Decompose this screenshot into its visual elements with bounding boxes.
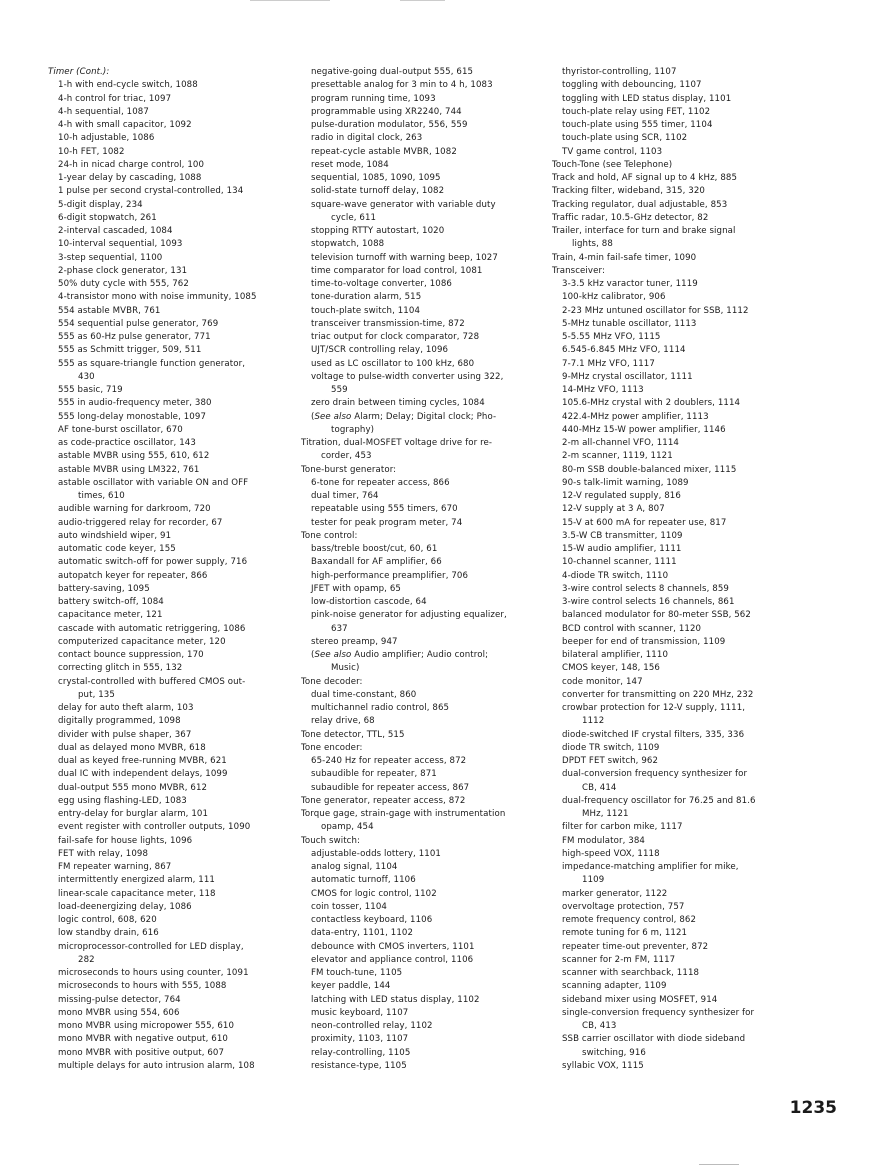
- index-entry: 282: [78, 954, 95, 965]
- index-entry: debounce with CMOS inverters, 1101: [311, 941, 475, 952]
- index-entry: 5-MHz tunable oscillator, 1113: [562, 318, 697, 329]
- index-entry: time-to-voltage converter, 1086: [311, 279, 452, 289]
- index-entry: 3.5-W CB transmitter, 1109: [562, 530, 683, 541]
- index-heading: Tracking regulator, dual adjustable, 853: [552, 199, 728, 210]
- index-entry: digitally programmed, 1098: [58, 716, 181, 727]
- index-entry: mono MVBR using 554, 606: [58, 1007, 180, 1018]
- index-entry: load-deenergizing delay, 1086: [58, 901, 192, 912]
- index-entry: dual timer, 764: [311, 491, 379, 501]
- page-number: 1235: [789, 1098, 837, 1118]
- index-entry: tone-duration alarm, 515: [311, 292, 422, 303]
- index-entry: 4-h with small capacitor, 1092: [58, 120, 192, 130]
- index-heading: Torque gage, strain-gage with instrumentation: [301, 809, 506, 819]
- index-entry: battery-saving, 1095: [58, 583, 150, 594]
- index-heading: Titration, dual-MOSFET voltage drive for re-: [301, 438, 493, 448]
- index-entry: TV game control, 1103: [562, 146, 663, 157]
- index-column-3: [552, 66, 802, 1073]
- index-entry: 5-5.55 MHz VFO, 1115: [562, 332, 661, 342]
- index-entry: diode-switched IF crystal filters, 335, 336: [562, 729, 745, 740]
- index-entry: 10-channel scanner, 1111: [562, 557, 677, 568]
- index-heading: Tracking filter, wideband, 315, 320: [552, 186, 705, 197]
- index-entry: scanning adapter, 1109: [562, 981, 667, 992]
- index-entry: transceiver transmission-time, 872: [311, 318, 465, 329]
- index-heading: Tone-burst generator:: [301, 464, 397, 475]
- index-entry: remote frequency control, 862: [562, 915, 697, 925]
- index-entry: egg using flashing-LED, 1083: [58, 795, 187, 806]
- index-entry: negative-going dual-output 555, 615: [311, 67, 474, 77]
- index-entry: tester for peak program meter, 74: [311, 517, 463, 528]
- index-heading: Touch switch:: [301, 835, 361, 846]
- index-entry: cycle, 611: [331, 212, 377, 223]
- index-entry: touch-plate using 555 timer, 1104: [562, 120, 713, 130]
- index-entry: microprocessor-controlled for LED display,: [58, 941, 244, 952]
- index-heading: Trailer, interface for turn and brake signal: [552, 226, 736, 236]
- index-entry: missing-pulse detector, 764: [58, 994, 181, 1005]
- index-entry: lights, 88: [572, 239, 613, 250]
- index-entry: contact bounce suppression, 170: [58, 650, 204, 660]
- index-entry: astable MVBR using LM322, 761: [58, 464, 200, 475]
- index-heading: Train, 4-min fail-safe timer, 1090: [552, 252, 697, 263]
- index-entry: dual-conversion frequency synthesizer for: [562, 769, 748, 780]
- index-entry: scanner for 2-m FM, 1117: [562, 954, 676, 965]
- index-entry: dual as delayed mono MVBR, 618: [58, 742, 206, 753]
- index-entry: put, 135: [78, 689, 115, 700]
- index-entry: stereo preamp, 947: [311, 636, 398, 647]
- index-entry: overvoltage protection, 757: [562, 901, 685, 912]
- index-entry: 90-s talk-limit warning, 1089: [562, 477, 689, 488]
- index-entry: zero drain between timing cycles, 1084: [311, 398, 485, 409]
- index-entry: dual-frequency oscillator for 76.25 and 81.6: [562, 795, 756, 806]
- index-heading: Traffic radar, 10.5-GHz detector, 82: [552, 212, 709, 223]
- index-entry: JFET with opamp, 65: [311, 583, 401, 594]
- index-entry: sequential, 1085, 1090, 1095: [311, 173, 441, 183]
- index-entry: used as LC oscillator to 100 kHz, 680: [311, 358, 475, 369]
- index-entry: 4-h sequential, 1087: [58, 106, 149, 117]
- index-entry: 555 basic, 719: [58, 385, 123, 395]
- index-entry: 554 sequential pulse generator, 769: [58, 318, 219, 329]
- index-entry: converter for transmitting on 220 MHz, 232: [562, 689, 754, 700]
- index-entry: time comparator for load control, 1081: [311, 265, 483, 276]
- index-entry: multiple delays for auto intrusion alarm, 108: [58, 1060, 255, 1071]
- index-entry: music keyboard, 1107: [311, 1007, 409, 1018]
- index-entry: (See also Alarm; Delay; Digital clock; Pho-: [311, 411, 497, 422]
- index-entry: SSB carrier oscillator with diode sideband: [562, 1034, 746, 1045]
- index-entry: battery switch-off, 1084: [58, 597, 164, 607]
- index-entry: latching with LED status display, 1102: [311, 994, 480, 1005]
- index-entry: voltage to pulse-width converter using 322,: [311, 371, 504, 382]
- index-entry: CMOS for logic control, 1102: [311, 888, 437, 899]
- index-entry: syllabic VOX, 1115: [562, 1060, 644, 1071]
- index-entry: times, 610: [78, 491, 125, 501]
- index-entry: dual as keyed free-running MVBR, 621: [58, 756, 227, 766]
- index-entry: high-performance preamplifier, 706: [311, 570, 469, 581]
- index-entry: 10-h FET, 1082: [58, 146, 125, 157]
- index-entry: auto windshield wiper, 91: [58, 530, 172, 541]
- index-entry: subaudible for repeater access, 867: [311, 782, 470, 793]
- index-entry: 105.6-MHz crystal with 2 doublers, 1114: [562, 398, 741, 409]
- index-entry: toggling with LED status display, 1101: [562, 93, 732, 104]
- index-entry: balanced modulator for 80-meter SSB, 562: [562, 610, 751, 621]
- index-entry: 6-tone for repeater access, 866: [311, 477, 450, 488]
- top-rule: [400, 0, 445, 1]
- index-entry: 422.4-MHz power amplifier, 1113: [562, 411, 709, 422]
- index-entry: 2-phase clock generator, 131: [58, 265, 188, 276]
- top-rule: [250, 0, 330, 1]
- index-entry: 3-wire control selects 16 channels, 861: [562, 597, 735, 607]
- index-entry: resistance-type, 1105: [311, 1060, 407, 1071]
- index-entry: automatic switch-off for power supply, 716: [58, 557, 248, 568]
- index-entry: capacitance meter, 121: [58, 610, 163, 621]
- index-entry: 3-step sequential, 1100: [58, 252, 163, 263]
- index-heading: Track and hold, AF signal up to 4 kHz, 885: [552, 173, 738, 183]
- index-entry: microseconds to hours with 555, 1088: [58, 981, 227, 992]
- index-entry: sideband mixer using MOSFET, 914: [562, 994, 718, 1005]
- index-entry: stopping RTTY autostart, 1020: [311, 226, 445, 236]
- index-entry: relay-controlling, 1105: [311, 1047, 411, 1058]
- index-entry: 12-V supply at 3 A, 807: [562, 504, 665, 515]
- index-entry: 555 in audio-frequency meter, 380: [58, 398, 212, 409]
- index-entry: divider with pulse shaper, 367: [58, 729, 192, 740]
- index-entry: 10-interval sequential, 1093: [58, 239, 183, 250]
- index-entry: switching, 916: [582, 1047, 646, 1058]
- index-entry: program running time, 1093: [311, 93, 436, 104]
- index-entry: 1-h with end-cycle switch, 1088: [58, 80, 198, 91]
- index-entry: computerized capacitance meter, 120: [58, 636, 226, 647]
- index-entry: 430: [78, 371, 95, 382]
- index-entry: subaudible for repeater, 871: [311, 769, 437, 780]
- index-entry: dual-output 555 mono MVBR, 612: [58, 782, 208, 793]
- index-entry: contactless keyboard, 1106: [311, 915, 433, 925]
- index-entry: dual IC with independent delays, 1099: [58, 769, 228, 780]
- bottom-rule: [699, 1164, 739, 1165]
- index-entry: CMOS keyer, 148, 156: [562, 663, 660, 674]
- index-entry: Music): [331, 663, 360, 674]
- index-entry: Baxandall for AF amplifier, 66: [311, 557, 442, 568]
- index-entry: 440-MHz 15-W power amplifier, 1146: [562, 424, 726, 435]
- index-entry: repeatable using 555 timers, 670: [311, 504, 458, 515]
- index-entry: delay for auto theft alarm, 103: [58, 703, 194, 713]
- index-entry: BCD control with scanner, 1120: [562, 623, 702, 634]
- index-entry: 15-W audio amplifier, 1111: [562, 544, 682, 554]
- index-column-2: [301, 66, 546, 1073]
- index-entry: opamp, 454: [321, 822, 374, 833]
- index-entry: 3-wire control selects 8 channels, 859: [562, 583, 729, 594]
- index-entry: tography): [331, 424, 375, 435]
- index-entry: 555 as Schmitt trigger, 509, 511: [58, 345, 202, 356]
- index-entry: 5-digit display, 234: [58, 199, 143, 210]
- index-entry: touch-plate relay using FET, 1102: [562, 106, 711, 117]
- index-entry: keyer paddle, 144: [311, 981, 391, 992]
- index-entry: 14-MHz VFO, 1113: [562, 385, 644, 395]
- index-entry: pulse-duration modulator, 556, 559: [311, 120, 468, 130]
- index-entry: 3-3.5 kHz varactor tuner, 1119: [562, 279, 698, 289]
- index-entry: 2-m all-channel VFO, 1114: [562, 438, 679, 448]
- index-entry: cascade with automatic retriggering, 1086: [58, 623, 246, 634]
- index-entry: 554 astable MVBR, 761: [58, 305, 161, 316]
- index-entry: code monitor, 147: [562, 676, 643, 687]
- index-entry: triac output for clock comparator, 728: [311, 332, 480, 342]
- index-entry: crystal-controlled with buffered CMOS out-: [58, 676, 246, 687]
- index-entry: mono MVBR with negative output, 610: [58, 1034, 228, 1045]
- index-entry: fail-safe for house lights, 1096: [58, 835, 193, 846]
- index-entry: 24-h in nicad charge control, 100: [58, 159, 205, 170]
- index-entry: 100-kHz calibrator, 906: [562, 292, 666, 303]
- index-entry: pink-noise generator for adjusting equalizer,: [311, 610, 507, 621]
- index-entry: autopatch keyer for repeater, 866: [58, 570, 208, 581]
- index-entry: solid-state turnoff delay, 1082: [311, 186, 445, 197]
- index-entry: relay drive, 68: [311, 716, 375, 727]
- index-entry: 1-year delay by cascading, 1088: [58, 173, 202, 183]
- index-entry: FM repeater warning, 867: [58, 862, 172, 872]
- index-entry: CB, 414: [582, 782, 617, 793]
- index-entry: 4-h control for triac, 1097: [58, 93, 172, 104]
- index-entry: dual time-constant, 860: [311, 689, 417, 700]
- index-entry: impedance-matching amplifier for mike,: [562, 862, 739, 872]
- index-heading: Touch-Tone (see Telephone): [552, 159, 673, 170]
- index-entry: audio-triggered relay for recorder, 67: [58, 517, 223, 528]
- index-entry: 6-digit stopwatch, 261: [58, 212, 157, 223]
- index-entry: 50% duty cycle with 555, 762: [58, 279, 189, 289]
- index-entry: DPDT FET switch, 962: [562, 756, 659, 766]
- index-entry: square-wave generator with variable duty: [311, 199, 496, 210]
- index-entry: 555 long-delay monostable, 1097: [58, 411, 207, 422]
- index-entry: television turnoff with warning beep, 1027: [311, 252, 498, 263]
- index-entry: programmable using XR2240, 744: [311, 106, 462, 117]
- index-entry: single-conversion frequency synthesizer for: [562, 1007, 755, 1018]
- index-entry: analog signal, 1104: [311, 862, 398, 872]
- index-entry: touch-plate using SCR, 1102: [562, 133, 688, 144]
- index-entry: data-entry, 1101, 1102: [311, 928, 414, 939]
- index-entry: thyristor-controlling, 1107: [562, 67, 677, 77]
- index-heading: Tone control:: [301, 530, 358, 541]
- index-entry: astable oscillator with variable ON and OFF: [58, 477, 249, 488]
- index-entry: 12-V regulated supply, 816: [562, 491, 681, 501]
- index-entry: automatic code keyer, 155: [58, 544, 176, 554]
- index-entry: high-speed VOX, 1118: [562, 848, 660, 859]
- index-entry: radio in digital clock, 263: [311, 133, 423, 144]
- index-entry: elevator and appliance control, 1106: [311, 954, 474, 965]
- index-entry: 7-7.1 MHz VFO, 1117: [562, 358, 655, 369]
- index-entry: touch-plate switch, 1104: [311, 305, 421, 316]
- index-entry: presettable analog for 3 min to 4 h, 1083: [311, 80, 493, 91]
- index-entry: 65-240 Hz for repeater access, 872: [311, 756, 467, 766]
- index-entry: event register with controller outputs, 1090: [58, 822, 251, 833]
- index-entry: crowbar protection for 12-V supply, 1111,: [562, 703, 746, 713]
- index-entry: proximity, 1103, 1107: [311, 1034, 409, 1045]
- index-entry: audible warning for darkroom, 720: [58, 504, 211, 515]
- index-entry: 1109: [582, 875, 605, 886]
- index-entry: beeper for end of transmission, 1109: [562, 636, 726, 647]
- index-entry: 555 as 60-Hz pulse generator, 771: [58, 332, 211, 342]
- index-heading: Tone encoder:: [301, 742, 363, 753]
- index-entry: adjustable-odds lottery, 1101: [311, 848, 441, 859]
- index-entry: neon-controlled relay, 1102: [311, 1021, 433, 1031]
- index-entry: 1 pulse per second crystal-controlled, 134: [58, 186, 244, 197]
- index-entry: MHz, 1121: [582, 809, 629, 819]
- index-entry: 555 as square-triangle function generator,: [58, 358, 246, 369]
- index-heading: Timer (Cont.):: [48, 67, 110, 77]
- index-entry: 637: [331, 623, 348, 634]
- index-entry: bass/treble boost/cut, 60, 61: [311, 544, 438, 554]
- index-entry: 4-diode TR switch, 1110: [562, 570, 669, 581]
- index-entry: 9-MHz crystal oscillator, 1111: [562, 371, 693, 382]
- index-heading: Tone detector, TTL, 515: [301, 729, 405, 740]
- index-entry: intermittently energized alarm, 111: [58, 875, 215, 886]
- index-entry: 80-m SSB double-balanced mixer, 1115: [562, 464, 737, 475]
- index-entry: microseconds to hours using counter, 1091: [58, 968, 249, 978]
- index-entry: corder, 453: [321, 451, 372, 462]
- index-entry: FM touch-tune, 1105: [311, 968, 403, 978]
- index-entry: FET with relay, 1098: [58, 848, 149, 859]
- index-entry: toggling with debouncing, 1107: [562, 80, 702, 91]
- index-entry: low standby drain, 616: [58, 928, 159, 939]
- index-entry: multichannel radio control, 865: [311, 703, 450, 713]
- index-entry: 2-interval cascaded, 1084: [58, 226, 173, 236]
- index-entry: reset mode, 1084: [311, 159, 389, 170]
- index-entry: remote tuning for 6 m, 1121: [562, 928, 688, 939]
- index-entry: 10-h adjustable, 1086: [58, 133, 155, 144]
- index-entry: UJT/SCR controlling relay, 1096: [311, 345, 449, 356]
- index-entry: 2-23 MHz untuned oscillator for SSB, 1112: [562, 305, 749, 316]
- index-column-1: [48, 66, 298, 1073]
- index-heading: Transceiver:: [552, 265, 605, 276]
- index-entry: CB, 413: [582, 1021, 617, 1031]
- index-entry: diode TR switch, 1109: [562, 742, 660, 753]
- index-heading: Tone generator, repeater access, 872: [301, 795, 466, 806]
- index-entry: FM modulator, 384: [562, 835, 646, 846]
- index-entry: mono MVBR with positive output, 607: [58, 1047, 225, 1058]
- index-entry: (See also Audio amplifier; Audio control;: [311, 650, 489, 660]
- index-entry: 1112: [582, 716, 605, 727]
- index-entry: bilateral amplifier, 1110: [562, 650, 669, 660]
- index-entry: 6.545-6.845 MHz VFO, 1114: [562, 345, 686, 356]
- index-entry: AF tone-burst oscillator, 670: [58, 424, 183, 435]
- index-entry: 2-m scanner, 1119, 1121: [562, 451, 673, 462]
- index-entry: as code-practice oscillator, 143: [58, 438, 196, 448]
- index-entry: linear-scale capacitance meter, 118: [58, 888, 216, 899]
- index-entry: entry-delay for burglar alarm, 101: [58, 809, 209, 819]
- index-entry: stopwatch, 1088: [311, 239, 385, 250]
- index-entry: 15-V at 600 mA for repeater use, 817: [562, 517, 727, 528]
- index-entry: 4-transistor mono with noise immunity, 1085: [58, 292, 257, 303]
- index-entry: mono MVBR using micropower 555, 610: [58, 1021, 235, 1031]
- index-entry: scanner with searchback, 1118: [562, 968, 700, 978]
- index-entry: automatic turnoff, 1106: [311, 875, 416, 886]
- index-entry: coin tosser, 1104: [311, 901, 387, 912]
- index-entry: correcting glitch in 555, 132: [58, 663, 183, 674]
- index-entry: filter for carbon mike, 1117: [562, 822, 683, 833]
- index-entry: marker generator, 1122: [562, 888, 668, 899]
- index-entry: 559: [331, 385, 348, 395]
- index-entry: repeat-cycle astable MVBR, 1082: [311, 146, 457, 157]
- index-entry: logic control, 608, 620: [58, 915, 157, 925]
- index-entry: astable MVBR using 555, 610, 612: [58, 451, 210, 462]
- index-entry: repeater time-out preventer, 872: [562, 941, 709, 952]
- index-entry: low-distortion cascode, 64: [311, 597, 427, 607]
- index-heading: Tone decoder:: [301, 676, 363, 687]
